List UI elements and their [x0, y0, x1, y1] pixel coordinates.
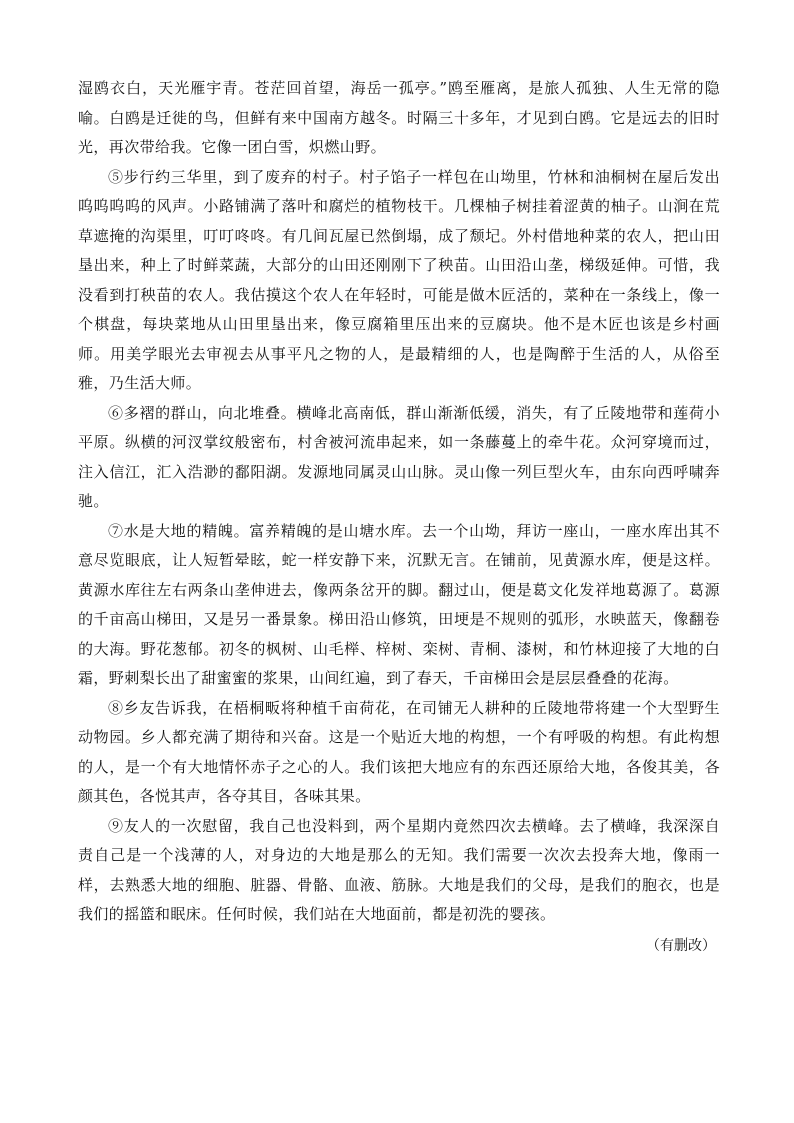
paragraph-5: ⑤步行约三华里，到了废弃的村子。村子馅子一样包在山坳里，竹林和油桐树在屋后发出呜呜呜呜的风声。小路铺满了落叶和腐烂的植物枝干。几棵柚子树挂着涩黄的柚子。山涧在荒草遮掩的沟渠里，叮叮咚咚。有几间瓦屋已然倒塌，成了颓圮。外村借地种菜的农人，把山田垦出来，种上了时鲜菜蔬，大部分的山田还刚刚下了秧苗。山田沿山垄，梯级延伸。可惜，我没看到打秧苗的农人。我估摸这个农人在年轻时，可能是做木匠活的，菜种在一条线上，像一个棋盘，每块菜地从山田里垦出来，像豆腐箱里压出来的豆腐块。他不是木匠也该是乡村画师。用美学眼光去审视去从事平凡之物的人，是最精细的人，也是陶醉于生活的人，从俗至雅，乃生活大师。: [78, 167, 720, 392]
paragraph-9: ⑨友人的一次慰留，我自己也没料到，两个星期内竟然四次去横峰。去了横峰，我深深自责自己是一个浅薄的人，对身边的大地是那么的无知。我们需要一次次去投奔大地，像雨一样，去熟悉大地的细胞、脏器、骨骼、血液、筋脉。大地是我们的父母，是我们的胞衣，也是我们的摇篮和眠床。任何时候，我们站在大地面前，都是初洗的婴孩。: [78, 816, 720, 923]
paragraph-8: ⑧乡友告诉我，在梧桐畈将种植千亩荷花，在司铺无人耕种的丘陵地带将建一个大型野生动物园。乡人都充满了期待和兴奋。这是一个贴近大地的构想，一个有呼吸的构想。有此构想的人，是一个有大地情怀赤子之心的人。我们该把大地应有的东西还原给大地，各俊其美，各颜其色，各悦其声，各夺其目，各味其果。: [78, 698, 720, 805]
source-note: （有删改）: [646, 937, 716, 954]
paragraph-continuation: 湿鸥衣白，天光雁宇青。苍茫回首望，海岳一孤亭。”鸥至雁离，是旅人孤独、人生无常的隐喻。白鸥是迁徙的鸟，但鲜有来中国南方越冬。时隔三十多年，才见到白鸥。它是远去的旧时光，再次带给我。它像一团白雪，炽燃山野。: [78, 79, 720, 156]
paragraph-6: ⑥多褶的群山，向北堆叠。横峰北高南低，群山渐渐低缓，消失，有了丘陵地带和莲荷小平原。纵横的河汊掌纹般密布，村舍被河流串起来，如一条藤蔓上的牵牛花。众河穿境而过，注入信江，汇入浩渺的鄱阳湖。发源地同属灵山山脉。灵山像一列巨型火车，由东向西呼啸奔驰。: [78, 403, 720, 510]
article-body: [78, 74, 720, 960]
paragraph-7: ⑦水是大地的精魄。富养精魄的是山塘水库。去一个山坳，拜访一座山，一座水库出其不意尽览眼底，让人短暂晕眩，蛇一样安静下来，沉默无言。在铺前，见黄源水库，便是这样。黄源水库往左右两条山垄伸进去，像两条岔开的脚。翻过山，便是葛文化发祥地葛源了。葛源的千亩高山梯田，又是另一番景象。梯田沿山修筑，田埂是不规则的弧形，水映蓝天，像翻卷的大海。野花葱郁。初冬的枫树、山毛榉、梓树、栾树、青桐、漆树，和竹林迎接了大地的白霜，野刺梨长出了甜蜜蜜的浆果，山间红遍，到了春天，千亩梯田会是层层叠叠的花海。: [78, 521, 720, 687]
